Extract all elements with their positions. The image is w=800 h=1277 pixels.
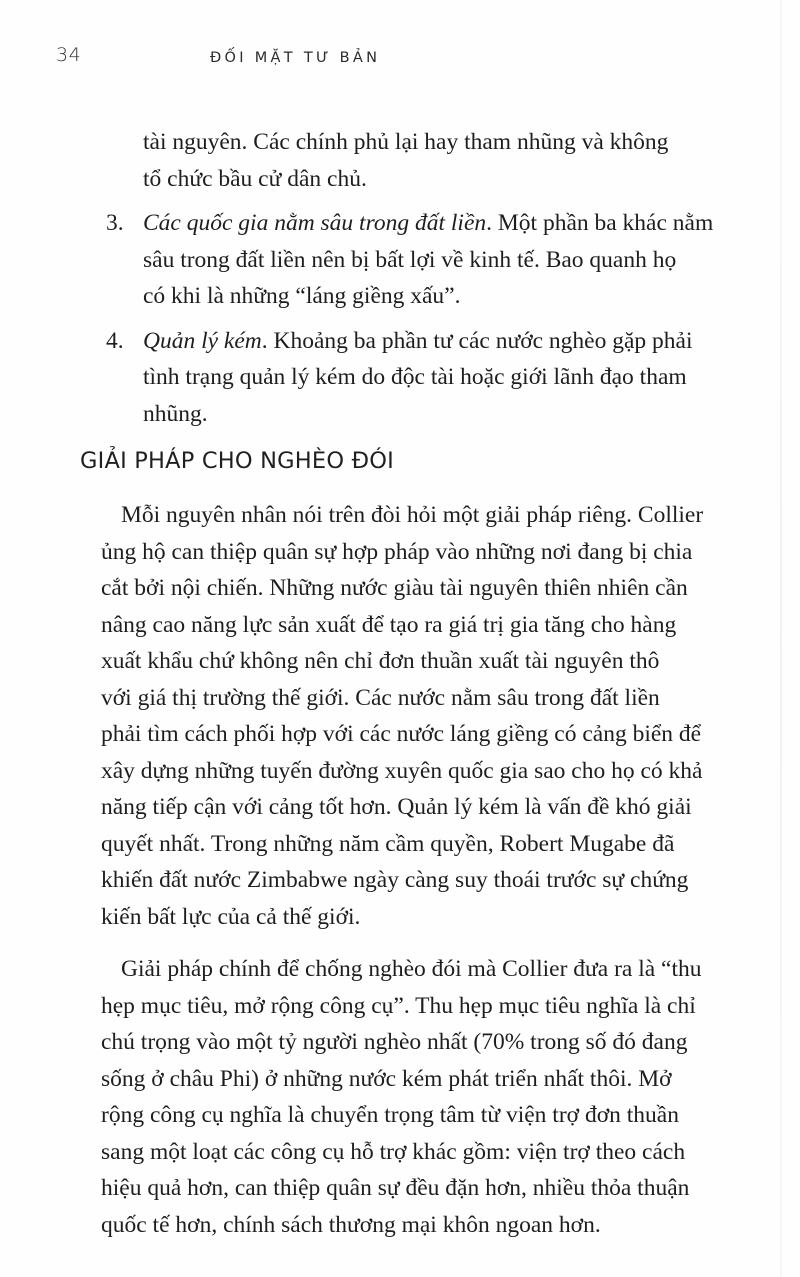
text-line: kiến bất lực của cả thế giới. — [101, 903, 361, 930]
text-line: tổ chức bầu cử dân chủ. — [143, 165, 367, 192]
text-line: tài nguyên. Các chính phủ lại hay tham nhũng và không — [143, 129, 669, 155]
page-edge-shadow — [780, 0, 782, 1277]
list-number: 3. — [106, 210, 124, 236]
text-line: sang một loạt các công cụ hỗ trợ khác gồm: viện trợ theo cách — [101, 1138, 686, 1165]
book-title: ĐỐI MẶT TƯ BẢN — [210, 50, 381, 66]
page-number: 34 — [56, 44, 82, 66]
list-item-text: . Khoảng ba phần tư các nước nghèo gặp phải — [261, 327, 693, 354]
list-item-3 — [106, 205, 714, 315]
text-line: sâu trong đất liền nên bị bất lợi về kinh tế. Bao quanh họ — [143, 246, 677, 273]
paragraph-1 — [81, 497, 704, 935]
text-line — [143, 205, 714, 242]
text-line: có khi là những “láng giềng xấu”. — [143, 283, 461, 309]
text-line: hiệu quả hơn, can thiệp quân sự đều đặn hơn, nhiều thỏa thuận — [101, 1175, 690, 1201]
text-line: phải tìm cách phối hợp với các nước láng giềng có cảng biển để — [101, 721, 702, 747]
running-header — [0, 44, 800, 74]
text-line: Mỗi nguyên nhân nói trên đòi hỏi một giải pháp riêng. Collier — [121, 502, 704, 528]
text-line: xuất khẩu chứ không nên chỉ đơn thuần xuất tài nguyên thô — [101, 648, 660, 674]
text-line: quốc tế hơn, chính sách thương mại khôn ngoan hơn. — [101, 1211, 601, 1238]
list-item-text: . Một phần ba khác nằm — [486, 210, 714, 236]
text-line: Giải pháp chính để chống nghèo đói mà Collier đưa ra là “thu — [121, 956, 702, 982]
text-line: ủng hộ can thiệp quân sự hợp pháp vào những nơi đang bị chia — [101, 538, 693, 565]
text-line: khiến đất nước Zimbabwe ngày càng suy thoái trước sự chứng — [101, 867, 689, 893]
text-line: nhũng. — [143, 400, 208, 427]
text-line: rộng công cụ nghĩa là chuyển trọng tâm từ viện trợ đơn thuần — [101, 1102, 679, 1128]
numbered-list — [106, 124, 714, 440]
text-line: nâng cao năng lực sản xuất để tạo ra giá trị gia tăng cho hàng — [101, 611, 677, 638]
list-item-continuation — [106, 124, 706, 197]
text-line: sống ở châu Phi) ở những nước kém phát triển nhất thôi. Mở — [101, 1065, 672, 1092]
list-number: 4. — [106, 327, 124, 354]
text-line: cắt bởi nội chiến. Những nước giàu tài nguyên thiên nhiên cần — [101, 575, 688, 601]
text-line: hẹp mục tiêu, mở rộng công cụ”. Thu hẹp mục tiêu nghĩa là chỉ — [101, 992, 696, 1019]
text-line: quyết nhất. Trong những năm cầm quyền, Robert Mugabe đã — [101, 830, 675, 857]
text-line — [143, 323, 706, 360]
list-item-4 — [106, 323, 706, 433]
text-line: chú trọng vào một tỷ người nghèo nhất (70% trong số đó đang — [101, 1029, 688, 1055]
list-item-title: Các quốc gia nằm sâu trong đất liền — [143, 210, 487, 236]
paragraph-2 — [81, 951, 701, 1243]
text-line: với giá thị trường thế giới. Các nước nằm sâu trong đất liền — [101, 684, 660, 711]
text-line: xây dựng những tuyến đường xuyên quốc gia sao cho họ có khả — [101, 757, 703, 784]
list-item-title: Quản lý kém — [143, 327, 262, 354]
section-body — [81, 497, 704, 1259]
text-line: tình trạng quản lý kém do độc tài hoặc giới lãnh đạo tham — [143, 364, 687, 390]
section-heading: GIẢI PHÁP CHO NGHÈO ĐÓI — [80, 448, 394, 474]
text-line: năng tiếp cận với cảng tốt hơn. Quản lý kém là vấn đề khó giải — [101, 794, 692, 820]
